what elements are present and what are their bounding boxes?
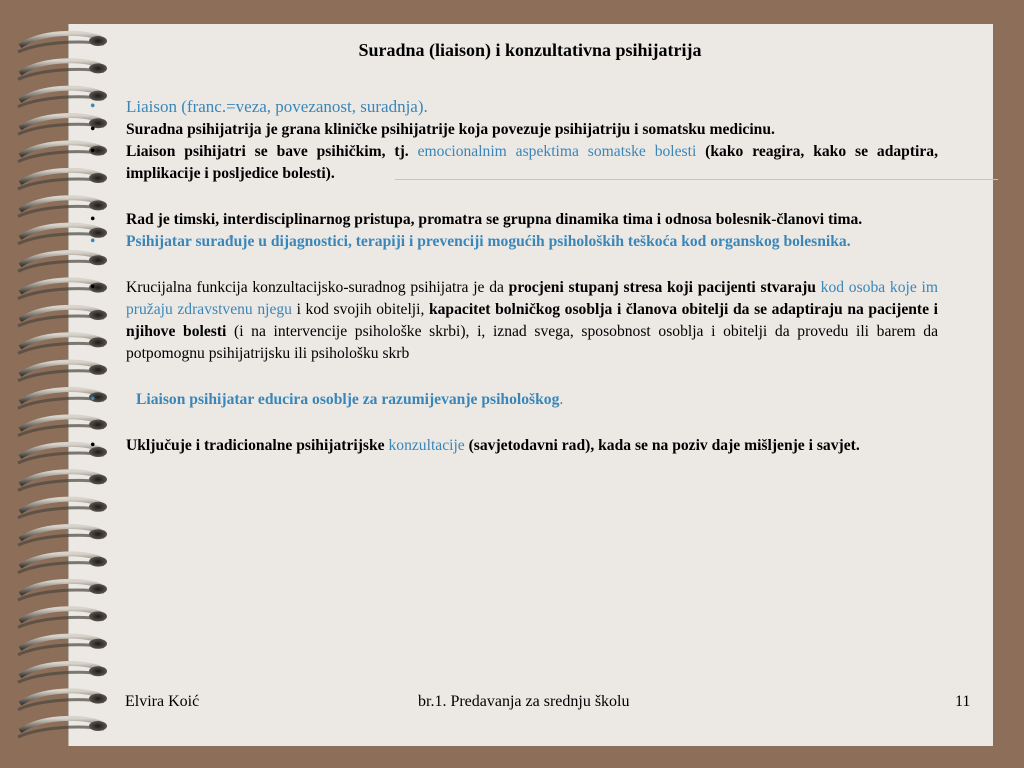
- bullet-item: [88, 277, 938, 365]
- footer-center: br.1. Predavanja za srednju školu: [418, 693, 630, 710]
- bullet-text: Krucijalna funkcija konzultacijsko-suradnog psihijatra je da: [126, 279, 509, 296]
- bullet-text: Liaison psihijatar educira osoblje za razumijevanje psihološkog: [136, 391, 560, 408]
- binding-hole: [89, 584, 107, 594]
- bullet-marker: •: [90, 279, 96, 296]
- bullet-item: [88, 96, 938, 119]
- bullet-text: konzultacije: [388, 437, 465, 454]
- bullet-text: Psihijatar surađuje u dijagnostici, terapiji i prevenciji mogućih psiholoških teškoća kod organskog bolesnika.: [126, 233, 851, 250]
- binding-hole: [89, 666, 107, 676]
- bullet-text: kapacitet bolničkog osoblja i članova obitelji da se adaptiraju na pacijente i njihove bolesti: [126, 301, 938, 340]
- bullet-text: (i na intervencije psihološke skrbi), i, iznad svega, sposobnost osoblja i obitelji da provedu ili barem da potpomognu psihijatrijsku ili psihološku skrb: [126, 323, 938, 362]
- slide-title: Suradna (liaison) i konzultativna psihijatrija: [358, 40, 702, 60]
- bullet-text: .: [559, 391, 564, 408]
- bullet-text: Liaison psihijatri se bave psihičkim, tj.: [126, 143, 418, 160]
- bullet-text: (savjetodavni rad), kada se na poziv daje mišljenje i savjet.: [464, 437, 860, 454]
- binding-hole: [89, 36, 107, 46]
- bullet-marker: •: [90, 233, 96, 250]
- binding-hole: [89, 557, 107, 567]
- bullet-text: (kako reagira, kako se adaptira, implikacije i posljedice bolesti).: [126, 143, 938, 182]
- footer-page-number: 11: [955, 693, 971, 710]
- binding-hole: [89, 474, 107, 484]
- bullet-text: Liaison (franc.=veza, povezanost, suradnja).: [126, 97, 428, 116]
- binding-hole: [89, 529, 107, 539]
- slide-content: [88, 96, 938, 457]
- bullet-text: kod osoba koje im pružaju zdravstvenu njegu: [126, 279, 938, 318]
- binding-hole: [89, 611, 107, 621]
- bullet-text: Uključuje i tradicionalne psihijatrijske: [126, 437, 389, 454]
- bullet-marker: •: [90, 143, 96, 160]
- bullet-text: i kod svojih obitelji,: [291, 301, 429, 318]
- bullet-text: Suradna psihijatrija je grana kliničke psihijatrije koja povezuje psihijatriju i somatsku medicinu.: [126, 121, 775, 138]
- bullet-text: procjeni stupanj stresa koji pacijenti stvaraju: [508, 279, 816, 296]
- bullet-item: [88, 231, 938, 253]
- bullet-text: Rad je timski, interdisciplinarnog pristupa, promatra se grupna dinamika tima i odnosa bolesnik-članovi tima.: [126, 211, 863, 228]
- bullet-marker: •: [90, 391, 96, 408]
- bullet-marker: •: [90, 437, 96, 454]
- binding-hole: [89, 721, 107, 731]
- binding-hole: [89, 639, 107, 649]
- bullet-item: [88, 141, 938, 185]
- bullet-item: [88, 209, 938, 231]
- bullet-text: emocionalnim aspektima somatske bolesti: [417, 143, 697, 160]
- binding-hole: [89, 63, 107, 73]
- binding-hole: [89, 694, 107, 704]
- bullet-marker: •: [90, 211, 96, 228]
- bullet-marker: •: [90, 98, 96, 115]
- binding-hole: [89, 502, 107, 512]
- bullet-marker: •: [90, 121, 96, 138]
- bullet-item: [88, 435, 938, 457]
- bullet-item: [88, 389, 938, 411]
- bullet-item: [88, 119, 938, 141]
- footer-author: Elvira Koić: [125, 693, 200, 710]
